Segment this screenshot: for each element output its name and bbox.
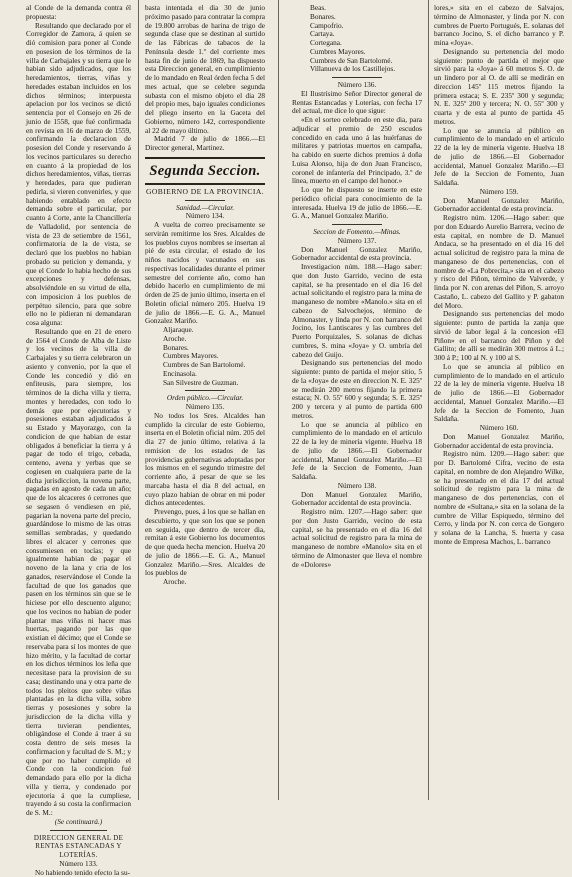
paragraph: Investigacion núm. 188.—Hago saber: que don Justo Garrido, vecino de esta capital, se ha presentado en el dia 16 del actual solicitando el registro para la mina de manganeso de nombre «Manolo.» sita en el cabezo de Salvochejos, término de Almonaster, y linda por N. con barranco del Jocino, los Lantiscares y las cumbres del Puerto Porquizales, S. solanas de dichas cumbres, S. mina «Joya» y O. umbría del cabezo del Guijo. (292, 263, 422, 359)
paragraph: basta intentada el dia 30 de junio próximo pasado para contratar la compra de 19.800 arrobas de harina de trigo de segunda clase que se destinan al surtido de las Fábricas de tabacos de la Península desde 1.º del corriente mes hasta fin de junio de 1869, ha dispuesto esta Direccion general, en cumplimiento de lo mandado en Real órden fecha 5 del mes actual, que se celebre segunda subasta con el mismo objeto el dia 28 del propio mes, bajo iguales condiciones del pliego inserto en la Gaceta del Gobierno, número 142, correspondiente al 22 de mayo último. (145, 4, 265, 135)
article-heading: DIRECCION GENERAL DE RENTAS ESTANCADAS Y LOTERÍAS. (26, 834, 131, 860)
paragraph: Resultando que en 21 de enero de 1564 el Conde de Alba de Liste y los vecinos de la villa de Carbajales y su tierra celebraron un asiento y convenio, por la que el Conde les concedió y dió en enfiteusis, para siempre, los términos de la dicha villa y tierra, montes y heredades, con todo lo demás que por ejecutorias y posesiones estaban adjudicados á su Estado y Mayorazgo, con la condicion de que habian de estar obligados á beneficiar la tierra y á pagar de todo el trigo, cebada, centeno, avena y yerbas que se cogiesen en cualquiera parte de la dicha jurisdiccion, la novena parte, pagadas en agosto de cada un año; que de los alcaceres ó cerrones que se segasen ó vendiesen en pié, pagarian la novena parte del precio, guardándose lo mismo de las otras semillas sembradas, y quedando libres el alcacer y cerrones que consumiesen en tocías; y que igualmente habian de pagar el noveno de la lana y cria de los ganados, reservándose el Conde la facultad de que los ganados que pasen en los términos sin que se le hiciese por ello descuento alguno; que los vecinos no habian de poder plantar mas viñas ni hacer mas huertas, pagando por las que existian el décimo; que el Conde se reservaba para sí los montes de que hizo mérito, y la facultad de cortar en los dichos términos los leña que necesitase para la provision de su casa; destinando una y otra parte de todos los pleitos que sobre viñas plantadas en la dicha villa, sobre tierras y posesiones y sobre la jurisdiccion de la dicha villa y tierra tuvieran pendientes, obligándose el Conde á traer á su costa dentro de seis meses la confirmacion y facultad de S. M.; y que por no haber cumplido el Conde con la condicion fué demandado para ello por la dicha villa y tierra, y condenado por ejecutoria á que la cumpliese, trayendo á su costa la confirmacion de S. M.: (26, 328, 131, 818)
column-2 (145, 4, 265, 796)
article-number: Número 159. (434, 188, 564, 197)
column-1 (26, 4, 131, 796)
paragraph: Lo que se anuncia al público en cumplimiento de lo mandado en el artículo 22 de la ley de minería vigente. Huelva 18 de julio de 1866.—El Gobernador accidental, Manuel Gonzalez Mariño.—El Jefe de la Seccion de Fomento, Juan Saldaña. (292, 421, 422, 482)
paragraph: El Ilustrísimo Señor Director general de Rentas Estancadas y Loterías, con fecha 17 del actual, me dice lo que sigue: (292, 90, 422, 116)
town-list-item: Campofrio. (292, 22, 422, 31)
paragraph: Prevengo, pues, á los que se hallan en descubierto, y que son los que se ponen en seguida, que dentro de tercer dia, remitan á este Gobierno los documentos de que queda hecha mencion. Huelva 20 de julio de 1866.—E. G. A., Manuel Gonzalez Mariño.—Sres. Alcaldes de los pueblos de (145, 508, 265, 578)
divider (185, 390, 225, 391)
town-list-item: Cartaya. (292, 30, 422, 39)
town-list-item: Aroche. (145, 335, 265, 344)
divider (332, 224, 382, 225)
town-list-item: Cumbres de San Bartolomé. (292, 57, 422, 66)
section-subtitle: GOBIERNO DE LA PROVINCIA. (145, 188, 265, 197)
paragraph: al Conde de la demanda contra él propuesta: (26, 4, 131, 22)
paragraph: Don Manuel Gonzalez Mariño, Gobernador accidental de esta provincia. (292, 246, 422, 264)
paragraph: Resultando que declarado por el Corregidor de Zamora, á quien se dió comision para poner al Conde en posesion de los términos de la villa de Carbajales y su tierra que le habian sido adjudicados, que los heredamientos, tierras, viñas y heredades estaban incluidos en los dichos términos; interpuesta apelacion por los vecinos se dictó sentencia por el Consejo en 26 de junio de 1558, que fué confirmada en revista en 16 de marzo de 1559, confirmando la declaracion de posesion del Conde y reservando á los vecinos particulares su derecho en cuanto á la propiedad de los dichos heredamientos, viñas, tierras y heredades, para que pudieran pedirla, si vieren convenirles, y que habiendo entablado en efecto demanda sobre el particular, por cuanto á Corte, ante la Chancillería de Valladolid, por sentencia de vista de 23 de setiembre de 1561, confirmatoria de la de vista, se declaró que los pueblos no habian probado su peticion y demanda, y que el Conde lo habia hecho de sus excepciones y defensas, absolviéndole en su virtud de ella, con imposicion á los pueblos de perpétuo silencio, para que sobre ello no le pidieran ni demandaran cosa alguna: (26, 22, 131, 328)
article-number: Número 137. (292, 237, 422, 246)
article-subheading: Sanidad.—Circular. (145, 204, 265, 213)
paragraph: Registro núm. 1207.—Hago saber: que por don Justo Garrido, vecino de esta capital, se ha presentado en el dia 16 del actual solicitud de registro para la mina de manganeso de nombre «Manolo» sita en el término de Almonaster que lleva el nombre de «Dolores» (292, 508, 422, 569)
town-list-item: Encinasola. (145, 370, 265, 379)
paragraph: Don Manuel Gonzalez Mariño, Gobernador accidental de esta provincia. (434, 197, 564, 215)
town-list-item: Cortegana. (292, 39, 422, 48)
paragraph: Registro núm. 1206.—Hago saber: que por don Eduardo Aurelio Barrera, vecino de esta capital, en nombre de D. Manuel Andaca, se ha presentado en el dia 16 del actual solicitud de registro para la mina de manganeso de dos pertenencias, con el nombre de «La Pobrecita,» sita en el cabezo y risco del Piñon, término de Valverde, y linda por N. con arenas del Piñon, S. arroyo Castaño, L. cabezo del Gallito y P. gabaton del Moro. (434, 214, 564, 310)
article-number: Número 136. (292, 81, 422, 90)
divider (50, 830, 107, 831)
town-list (145, 578, 265, 587)
article-subheading: Orden público.—Circular. (145, 394, 265, 403)
article-subheading: Seccion de Fomento.—Minas. (292, 228, 422, 237)
paragraph: Designando su pertenencia del modo siguiente: punto de partida el mejor que sirvió para la «Joya» á 60 metros S. O. de un lindero por al O. de allí se medirán en direccion 145º 115 metros fijando la primera estaca; S. E. 235º 300 y segunda; N. E. 325º 200 y tercera; N. O. 55º 300 y cuarta y de esta al punto de partida 45 metros. (434, 48, 564, 127)
divider (185, 200, 225, 201)
section-title: Segunda Seccion. (145, 162, 265, 180)
town-list-item: Cumbres Mayores. (145, 352, 265, 361)
continuation-note: (Se continuará.) (26, 818, 131, 827)
column-4 (434, 4, 564, 796)
paragraph: Don Manuel Gonzalez Mariño, Gobernador accidental de esta provincia. (292, 491, 422, 509)
town-list (292, 4, 422, 74)
town-list-item: Aljaraque. (145, 326, 265, 335)
paragraph: Lo que he dispuesto se inserte en este periódico oficial para conocimiento de la interesada. Huelva 19 de julio de 1866.—E. G. A., Manuel Gonzalez Mariño. (292, 186, 422, 221)
article-number: Número 138. (292, 482, 422, 491)
town-list-item: Aroche. (145, 578, 265, 587)
column-rule (138, 0, 139, 800)
divider (332, 77, 382, 78)
article-number: Número 134. (145, 212, 265, 221)
paragraph: A vuelta de correo precisamente se servirán remitirme los Sres. Alcaldes de los pueblos cuyos nombres se insertan al pié de esta circular, el estado de los niños nacidos y vacunados en sus respectivas localidades durante el primer semestre del corriente año, como han debido hacerlo en cumplimiento de mi órden de 25 de junio último, inserta en el Boletin oficial número 205. Huelva 19 de julio de 1866.—E. G. A., Manuel Gonzalez Mariño. (145, 221, 265, 326)
paragraph: Lo que se anuncia al público en cumplimiento de lo mandado en el artículo 22 de la ley de minería vigente. Huelva 18 de julio de 1866.—El Gobernador accidental, Manuel Gonzalez Mariño.—El Jefe de la Seccion de Fomento, Juan Saldaña. (434, 127, 564, 188)
town-list (145, 326, 265, 387)
column-rule (278, 0, 279, 800)
column-3 (292, 4, 422, 796)
paragraph: lores,» sita en el cabezo de Salvajos, término de Almonaster, y linda por N. con cumbres de Puerto Portugués, E. solanas del barranco Jocino, S. el dicho barranco y P. mina «Joya». (434, 4, 564, 48)
town-list-item: Villanueva de los Castillejos. (292, 65, 422, 74)
town-list-item: Cumbres de San Bartolomé. (145, 361, 265, 370)
article-number: Número 135. (145, 403, 265, 412)
article-number: Número 133. (26, 860, 131, 869)
section-banner (145, 157, 265, 185)
paragraph: Designando sus pertenencias del modo siguiente: punto de partida la zanja que sirvió de labor legal á la concesion «El Piñon» en el barranco del Piñon y del Gallito; de allí se medirán 300 metros á L.; 300 á P.; 100 al N. y 100 al S. (434, 310, 564, 363)
town-list-item: San Silvestre de Guzman. (145, 379, 265, 388)
paragraph: Don Manuel Gonzalez Mariño, Gobernador accidental de esta provincia. (434, 433, 564, 451)
paragraph: «En el sorteo celebrado en este dia, para adjudicar el premio de 250 escudos concedido en cada uno á las huérfanas de militares y patriotas muertos en campaña, ha cabido en suerte dichos premios á doña Luisa Alonso, hija de don Juan Francisco, coronel de infantería del Principado, 3.º de línea, muerto en el campo del honor.» (292, 116, 422, 186)
column-rule (428, 0, 429, 800)
paragraph: Designando sus pertenencias del modo siguiente: punto de partida el mejor sitio, 5 de la «Joya» de este en direccion N. E. 325º se medirán 200 metros fijando la primera estaca; N. O. 55º 600 y segunda; S. E. 325º 200 y tercera y al punto de partida 600 metros. (292, 359, 422, 420)
signature: Madrid 7 de julio de 1866.—El Director general, Martinez. (145, 135, 265, 153)
town-list-item: Bonares. (145, 344, 265, 353)
paragraph: Registro núm. 1209.—Hago saber: que por D. Bartolomé Cifra, vecino de esta capital, en nombre de don Alejandro Wilke, se ha presentado en el dia 17 del actual solicitud de registro para la mina de manganeso de dos pertenencias, con el nombre de «Sultana,» sita en la solana de la cumbre de Villar Espiquedo, término del Cerro, y linda por N. con cerca de Gongero y solana de la Lancha, S. huerta y casa monte de Empresa Machos, L. barranco (434, 450, 564, 546)
article-number: Número 160. (434, 424, 564, 433)
paragraph: Lo que se anuncia al público en cumplimiento de lo mandado en el artículo 22 de la ley de minería vigente. Huelva 18 de julio de 1866.—El Gobernador accidental, Manuel Gonzalez Mariño.—El Jefe de la Seccion de Fomento, Juan Saldaña. (434, 363, 564, 424)
town-list-item: Bonares. (292, 13, 422, 22)
town-list-item: Cumbres Mayores. (292, 48, 422, 57)
town-list-item: Beas. (292, 4, 422, 13)
paragraph: No todos los Sres. Alcaldes han cumplido la circular de este Gobierno, inserta en el Boletin oficial núm. 205 del dia 27 de junio último, relativa á la remision de los estados de las providencias gubernativas adoptadas por los mismos en el segundo trimestre del corriente año, á pesar de que se les marcaba hasta el dia 8 del actual, en cuyo plazo habian de obrar en mi poder dichos antecedentes. (145, 412, 265, 508)
paragraph: No habiendo tenido efecto la su- (26, 869, 131, 877)
